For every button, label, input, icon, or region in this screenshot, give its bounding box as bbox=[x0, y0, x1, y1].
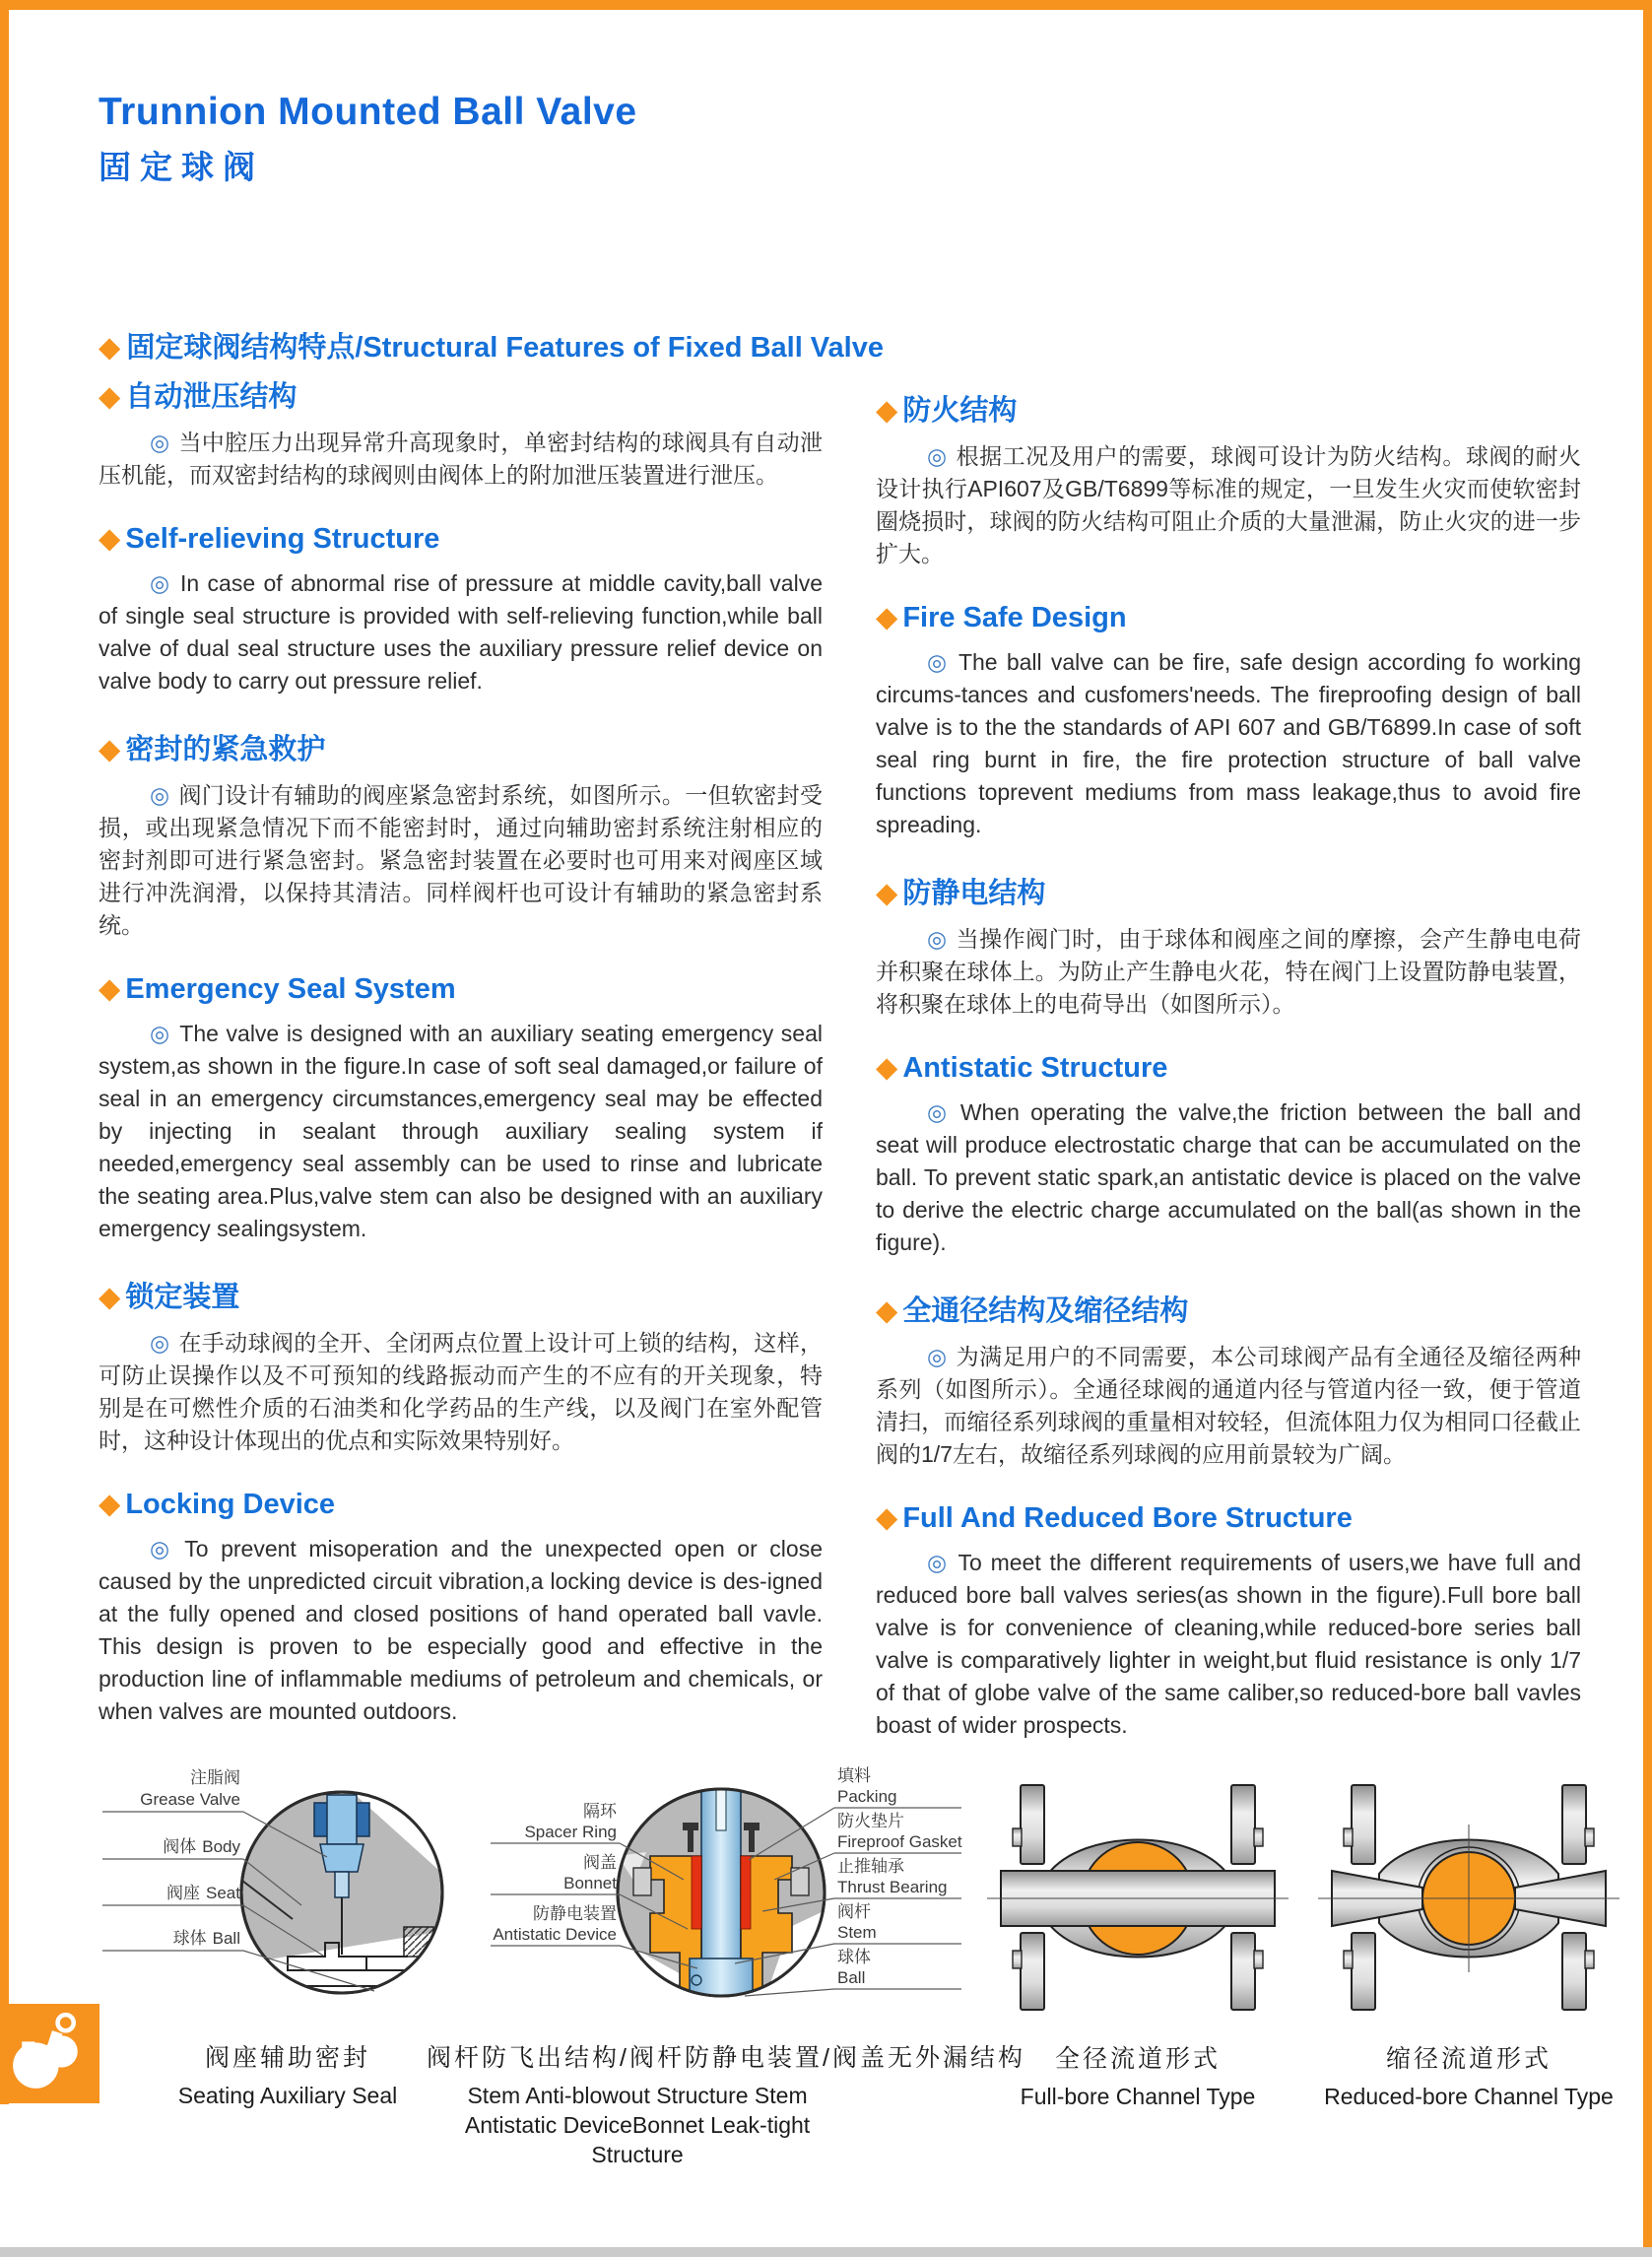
section-heading: ◆ Fire Safe Design bbox=[876, 602, 1127, 633]
figure-caption-zh: 缩径流道形式 bbox=[1385, 2045, 1552, 2073]
section-paragraph: ◎ 阀门设计有辅助的阀座紧急密封系统，如图所示。一但软密封受损，或出现紧急情况下而不能密封时，通过向辅助密封系统注射相应的密封剂即可进行紧急密封。紧急密封装置在必要时也可用来对阀座区域进行冲洗润滑，以保持其清洁。同样阀杆也可设计有辅助的紧急密封系统。 bbox=[99, 782, 824, 938]
double-circle-bullet-icon: ◎ bbox=[927, 1550, 950, 1575]
diamond-bullet-icon: ◆ bbox=[876, 1502, 898, 1534]
label-fireproof-gasket: 防火垫片 bbox=[837, 1812, 904, 1830]
section-bore-structure-zh bbox=[876, 1289, 1581, 1471]
section-paragraph: ◎ The ball valve can be fire, safe design according fo working circums-tances and cusfomers'needs. The fireproofing design of ball valve is to the the standards of API 607 and GB/T6899.In case of soft seal ring burnt in fire, the fire protection structure of ball valve functions toprevent mediums from mass leakage,thus to avoid fire spreading. bbox=[876, 649, 1581, 837]
figure-caption-zh: 全径流道形式 bbox=[1054, 2045, 1221, 2073]
section-paragraph: ◎ 在手动球阀的全开、全闭两点位置上设计可上锁的结构，这样，可防止误操作以及不可预知的线路振动而产生的不应有的开关现象，特别是在可燃性介质的石油类和化学药品的生产线，以及阀门在室外配管时，这种设计体现出的优点和实际效果特别好。 bbox=[99, 1330, 824, 1453]
section-paragraph: ◎ When operating the valve,the friction between the ball and seat will produce electrostatic charge that can be accumulated on the ball. To prevent static spark,an antistatic device is placed on the valve to derive the electric charge accumulated on the ball(as shown in the figure). bbox=[876, 1099, 1581, 1255]
section-heading: ◆ 全通径结构及缩径结构 bbox=[876, 1295, 1189, 1327]
double-circle-bullet-icon: ◎ bbox=[150, 570, 172, 596]
main-section-heading-text: 固定球阀结构特点/Structural Features of Fixed Ball Valve bbox=[126, 332, 884, 364]
section-paragraph: ◎ The valve is designed with an auxiliary seating emergency seal system,as shown in the figure.In case of soft seal damaged,or failure of seal in an emergency circumstances,emergency seal may be effected by injecting in sealant through auxiliary sealing system if needed,emergency seal assembly can be used to rinse and lubricate the seating area.Plus,valve stem can also be designed with an auxiliary emergency sealingsystem. bbox=[99, 1021, 823, 1241]
label-packing: 填料 bbox=[837, 1766, 871, 1785]
label-spacer-ring-en: Spacer Ring bbox=[524, 1823, 617, 1841]
section-locking-device-zh bbox=[99, 1275, 823, 1457]
section-fire-safe-en bbox=[876, 600, 1581, 841]
section-emergency-seal-en bbox=[99, 971, 823, 1245]
stem-structure-diagram bbox=[487, 1761, 965, 2023]
figure-caption-zh: 阀座辅助密封 bbox=[204, 2044, 370, 2072]
brand-logo bbox=[0, 2004, 99, 2103]
figure-caption bbox=[1021, 2039, 1256, 2111]
label-bonnet-en: Bonnet bbox=[563, 1874, 617, 1892]
figure-seating-auxiliary-seal bbox=[91, 1761, 485, 2110]
diamond-bullet-icon: ◆ bbox=[876, 602, 898, 633]
section-paragraph: ◎ 当中腔压力出现异常升高现象时，单密封结构的球阀具有自动泄压机能，而双密封结构的球阀则由阀体上的附加泄压装置进行泄压。 bbox=[99, 430, 824, 488]
section-heading: ◆ Self-relieving Structure bbox=[99, 523, 440, 555]
double-circle-bullet-icon: ◎ bbox=[150, 1021, 171, 1046]
label-stem: 阀杆 bbox=[837, 1902, 871, 1921]
figure-caption bbox=[178, 2038, 397, 2110]
page-border-top bbox=[0, 0, 1652, 10]
page-border-bottom bbox=[0, 2247, 1652, 2257]
section-paragraph: ◎ To prevent misoperation and the unexpected open or close caused by the unpredicted circuit vibration,a locking device is des-igned at the fully opened and closed positions of hand operated ball vavle. This design is proven to be especially good and effective in the production line of inflammable mediums of petroleum and chemicals, or when valves are mounted outdoors. bbox=[99, 1536, 823, 1724]
label-thrust-bearing: 止推轴承 bbox=[837, 1857, 904, 1876]
section-self-relieving-zh bbox=[99, 374, 823, 492]
label-ball: 球体 bbox=[837, 1948, 871, 1966]
title-block bbox=[99, 91, 637, 188]
figure-caption-en: Reduced-bore Channel Type bbox=[1324, 2084, 1614, 2109]
double-circle-bullet-icon: ◎ bbox=[927, 443, 948, 469]
section-heading: ◆ 锁定装置 bbox=[99, 1282, 240, 1313]
left-column bbox=[99, 374, 823, 1771]
diamond-bullet-icon: ◆ bbox=[876, 878, 898, 909]
figure-caption bbox=[427, 2038, 1025, 2169]
figure-caption-en: Full-bore Channel Type bbox=[1020, 2084, 1256, 2109]
main-section-heading bbox=[99, 325, 884, 365]
section-emergency-seal-zh bbox=[99, 727, 823, 942]
section-heading: ◆ 自动泄压结构 bbox=[99, 381, 297, 413]
label-seat: 阀座 Seat bbox=[166, 1884, 240, 1902]
section-fire-safe-zh bbox=[876, 388, 1581, 570]
label-stem-en: Stem bbox=[837, 1923, 877, 1942]
double-circle-bullet-icon: ◎ bbox=[150, 782, 170, 808]
section-paragraph: ◎ 根据工况及用户的需要，球阀可设计为防火结构。球阀的耐火设计执行API607及GB/T6899等标准的规定，一旦发生火灾而使软密封圈烧损时，球阀的防火结构可阻止介质的大量泄漏，防止火灾的进一步扩大。 bbox=[876, 443, 1581, 566]
section-heading: ◆ Locking Device bbox=[99, 1489, 336, 1520]
label-spacer-ring: 隔环 bbox=[583, 1802, 617, 1821]
diamond-bullet-icon: ◆ bbox=[99, 523, 121, 555]
section-heading: ◆ 防静电结构 bbox=[876, 878, 1046, 909]
label-ball-en: Ball bbox=[837, 1968, 866, 1987]
section-antistatic-en bbox=[876, 1050, 1581, 1259]
section-heading: ◆ Emergency Seal System bbox=[99, 973, 456, 1005]
label-thrust-bearing-en: Thrust Bearing bbox=[837, 1878, 948, 1896]
two-column-text bbox=[99, 374, 1581, 1771]
section-paragraph: ◎ To meet the different requirements of users,we have full and reduced bore ball valves series(as shown in the figure).Full bore ball valve is for convenience of cleaning,while reduced-bore series ball valve is comparatively lighter in weight,but fluid resistance is only 1/7 of that of globe valve of the same caliber,so reduced-bore ball vavles boast of wider prospects. bbox=[876, 1550, 1581, 1738]
label-antistatic-device: 防静电装置 bbox=[533, 1904, 617, 1923]
section-heading: ◆ 密封的紧急救护 bbox=[99, 734, 326, 765]
figure-stem-structure bbox=[427, 1761, 1025, 2169]
diamond-bullet-icon: ◆ bbox=[99, 381, 121, 413]
label-ball: 球体 Ball bbox=[172, 1929, 240, 1948]
figure-full-bore bbox=[975, 1761, 1300, 2111]
section-heading: ◆ 防火结构 bbox=[876, 395, 1018, 427]
figure-reduced-bore bbox=[1300, 1761, 1637, 2111]
diamond-bullet-icon: ◆ bbox=[99, 973, 121, 1005]
label-fireproof-gasket-en: Fireproof Gasket bbox=[837, 1832, 962, 1851]
full-bore-diagram bbox=[985, 1773, 1290, 2020]
double-circle-bullet-icon: ◎ bbox=[927, 649, 950, 675]
double-circle-bullet-icon: ◎ bbox=[150, 1536, 176, 1561]
reduced-bore-diagram bbox=[1316, 1773, 1621, 2020]
section-heading: ◆ Full And Reduced Bore Structure bbox=[876, 1502, 1353, 1534]
label-antistatic-device-en: Antistatic Device bbox=[493, 1925, 617, 1944]
section-self-relieving-en bbox=[99, 521, 823, 697]
diamond-bullet-icon: ◆ bbox=[99, 734, 121, 765]
diamond-bullet-icon: ◆ bbox=[876, 395, 898, 427]
label-body: 阀体 Body bbox=[163, 1837, 240, 1856]
right-column bbox=[876, 374, 1581, 1771]
diamond-bullet-icon: ◆ bbox=[99, 1489, 121, 1520]
seating-auxiliary-seal-diagram bbox=[91, 1761, 485, 2023]
label-packing-en: Packing bbox=[837, 1787, 897, 1806]
page-border-left bbox=[0, 0, 9, 2104]
section-heading: ◆ Antistatic Structure bbox=[876, 1052, 1168, 1084]
figure-caption-en: Stem Anti-blowout Structure Stem Antistatic DeviceBonnet Leak-tight Structure bbox=[464, 2083, 811, 2167]
diamond-bullet-icon: ◆ bbox=[99, 332, 121, 364]
section-antistatic-zh bbox=[876, 871, 1581, 1021]
page-title-english: Trunnion Mounted Ball Valve bbox=[99, 91, 637, 133]
label-grease-valve: 注脂阀 bbox=[190, 1768, 240, 1787]
section-paragraph: ◎ 为满足用户的不同需要，本公司球阀产品有全通径及缩径两种系列（如图所示）。全通径球阀的通道内径与管道内径一致，便于管道清扫，而缩径系列球阀的重量相对较轻，但流体阻力仅为相同口径截止阀的1/7左右，故缩径系列球阀的应用前景较为广阔。 bbox=[876, 1344, 1581, 1467]
diamond-bullet-icon: ◆ bbox=[876, 1295, 898, 1327]
packing-part bbox=[692, 1856, 701, 1929]
page-border-right bbox=[1643, 0, 1652, 2247]
section-locking-device-en bbox=[99, 1487, 823, 1728]
double-circle-bullet-icon: ◎ bbox=[927, 926, 948, 952]
label-bonnet: 阀盖 bbox=[583, 1853, 617, 1872]
figures-row bbox=[91, 1761, 1637, 2169]
double-circle-bullet-icon: ◎ bbox=[150, 430, 170, 455]
label-grease-valve-en: Grease Valve bbox=[140, 1790, 240, 1809]
double-circle-bullet-icon: ◎ bbox=[150, 1330, 170, 1356]
figure-caption-zh: 阀杆防飞出结构/阀杆防静电装置/阀盖无外漏结构 bbox=[427, 2044, 1025, 2072]
diamond-bullet-icon: ◆ bbox=[876, 1052, 898, 1084]
section-paragraph: ◎ In case of abnormal rise of pressure at middle cavity,ball valve of single seal structure is provided with self-relieving function,while ball valve of dual seal structure uses the auxiliary pressure relief device on valve body to carry out pressure relief. bbox=[99, 570, 823, 694]
figure-caption-en: Seating Auxiliary Seal bbox=[177, 2083, 398, 2108]
page-title-chinese: 固定球阀 bbox=[99, 149, 264, 185]
double-circle-bullet-icon: ◎ bbox=[927, 1344, 948, 1369]
diamond-bullet-icon: ◆ bbox=[99, 1282, 121, 1313]
section-paragraph: ◎ 当操作阀门时，由于球体和阀座之间的摩擦，会产生静电电荷并积聚在球体上。为防止产生静电火花，特在阀门上设置防静电装置，将积聚在球体上的电荷导出（如图所示）。 bbox=[876, 926, 1581, 1017]
double-circle-bullet-icon: ◎ bbox=[927, 1099, 952, 1125]
section-bore-structure-en bbox=[876, 1500, 1581, 1742]
figure-caption bbox=[1324, 2039, 1614, 2111]
